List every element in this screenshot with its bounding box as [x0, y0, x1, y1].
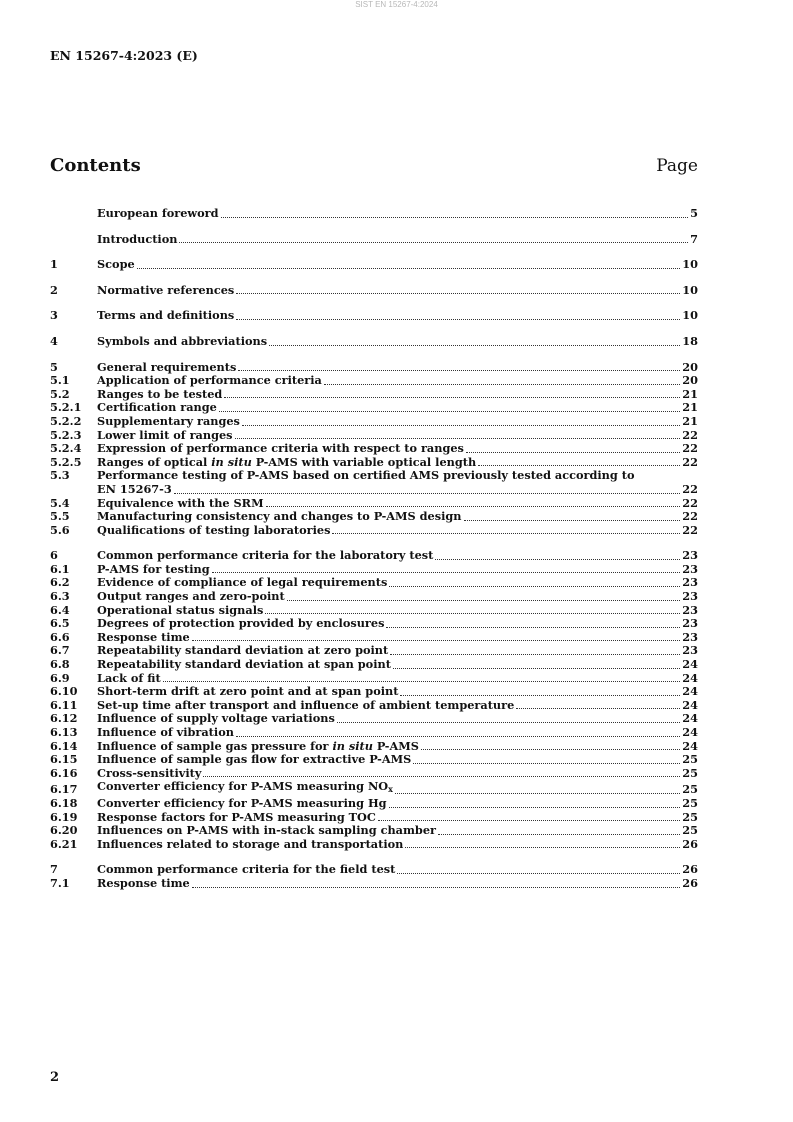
toc-entry[interactable] — [50, 483, 698, 497]
toc-entry[interactable] — [50, 811, 698, 825]
toc-entry[interactable] — [50, 497, 698, 511]
toc-leader-dots — [395, 793, 680, 794]
toc-entry-title: Expression of performance criteria with respect to ranges — [97, 441, 464, 456]
toc-entry-number: 6.14 — [50, 738, 78, 753]
toc-leader-dots — [516, 708, 680, 709]
toc-entry-page: 23 — [682, 548, 698, 563]
toc-entry-title: Equivalence with the SRM — [97, 495, 264, 510]
toc-entry[interactable] — [50, 824, 698, 838]
toc-entry-title: Supplementary ranges — [97, 413, 240, 428]
toc-entry-title: Influence of supply voltage variations — [97, 711, 335, 726]
toc-entry[interactable] — [50, 284, 698, 298]
toc-leader-dots — [405, 847, 680, 848]
toc-entry[interactable] — [50, 740, 698, 754]
toc-entry-number: 5.6 — [50, 522, 70, 537]
toc-leader-dots — [386, 627, 680, 628]
toc-entry-page: 10 — [682, 308, 698, 323]
toc-leader-dots — [242, 425, 680, 426]
toc-entry-title: Response time — [97, 875, 190, 890]
toc-entry[interactable] — [50, 233, 698, 247]
toc-leader-dots — [224, 397, 680, 398]
toc-entry-line — [50, 469, 698, 483]
toc-entry-page: 22 — [682, 522, 698, 537]
toc-entry[interactable] — [50, 576, 698, 590]
toc-entry-number: 7.1 — [50, 875, 70, 890]
toc-entry-title: Converter efficiency for P-AMS measuring Hg — [97, 795, 387, 810]
toc-entry-number: 7 — [50, 862, 58, 877]
toc-entry-number: 5.2.1 — [50, 400, 82, 415]
toc-leader-dots — [236, 319, 680, 320]
toc-entry-number: 6.3 — [50, 589, 70, 604]
toc-entry[interactable] — [50, 797, 698, 811]
toc-entry-number: 6.19 — [50, 809, 78, 824]
toc-entry[interactable] — [50, 838, 698, 852]
toc-entry[interactable] — [50, 699, 698, 713]
toc-leader-dots — [265, 613, 680, 614]
toc-entry-number: 5.2.5 — [50, 454, 82, 469]
toc-entry-title: Influences related to storage and transportation — [97, 836, 404, 851]
toc-entry[interactable] — [50, 780, 698, 797]
toc-entry-title: Converter efficiency for P-AMS measuring $NO_x$ — [97, 779, 393, 795]
toc-entry-title: Output ranges and zero-point — [97, 589, 285, 604]
toc-entry-number: 6.21 — [50, 836, 78, 851]
toc-entry[interactable] — [50, 258, 698, 272]
toc-entry-page: 20 — [682, 373, 698, 388]
table-of-contents — [50, 207, 698, 891]
toc-entry-number: 6.10 — [50, 684, 78, 699]
toc-leader-dots — [378, 820, 680, 821]
toc-entry-number: 6.5 — [50, 616, 70, 631]
toc-leader-dots — [235, 438, 681, 439]
toc-entry-title: Repeatability standard deviation at zero point — [97, 643, 389, 658]
toc-entry-number: 5.4 — [50, 495, 70, 510]
toc-entry-number: 6.11 — [50, 697, 78, 712]
toc-entry-number: 5.2.3 — [50, 427, 82, 442]
toc-entry-page: 24 — [682, 725, 698, 739]
toc-entry-number: 5.1 — [50, 373, 70, 388]
toc-entry-number: 6.4 — [50, 602, 70, 617]
toc-leader-dots — [236, 293, 680, 294]
toc-leader-dots — [466, 452, 680, 453]
toc-entry-title: Degrees of protection provided by enclosures — [97, 616, 385, 631]
toc-entry-title: Influence of sample gas pressure for in situ P-AMS — [97, 738, 419, 753]
toc-entry-page: 22 — [682, 495, 698, 510]
toc-entry-number: 6.8 — [50, 657, 70, 672]
toc-entry-title: Ranges of optical in situ P-AMS with variable optical length — [97, 454, 477, 469]
toc-leader-dots — [478, 465, 680, 466]
toc-entry-number: 2 — [50, 282, 58, 297]
toc-leader-dots — [266, 506, 681, 507]
toc-entry[interactable] — [50, 590, 698, 604]
toc-entry[interactable] — [50, 401, 698, 415]
toc-entry-page: 24 — [682, 711, 698, 726]
toc-entry[interactable] — [50, 374, 698, 388]
toc-entry-number: 6.2 — [50, 575, 70, 590]
toc-entry-page: 25 — [682, 795, 698, 810]
toc-entry-title: Qualifications of testing laboratories — [97, 522, 331, 537]
toc-entry-page: 7 — [690, 231, 698, 246]
toc-entry[interactable] — [50, 510, 698, 524]
toc-entry-title: Influence of vibration — [97, 725, 234, 739]
toc-entry-number: 5.2.2 — [50, 413, 82, 428]
toc-entry-title: Response time — [97, 629, 190, 644]
toc-entry-title: Terms and definitions — [97, 308, 235, 323]
toc-entry-page: 20 — [682, 359, 698, 374]
watermark: SIST EN 15267-4:2024 — [355, 0, 438, 9]
toc-entry-title: Performance testing of P-AMS based on certified AMS previously tested according to — [97, 468, 635, 483]
toc-entry[interactable] — [50, 207, 698, 221]
toc-entry-title: Manufacturing consistency and changes to P-AMS design — [97, 509, 462, 524]
page-column-label: Page — [656, 156, 698, 176]
toc-entry-page: 21 — [682, 386, 698, 401]
toc-leader-dots — [389, 807, 681, 808]
toc-entry-number: 6.20 — [50, 823, 78, 838]
toc-entry[interactable] — [50, 726, 698, 740]
toc-entry-title: Operational status signals — [97, 602, 264, 617]
toc-entry[interactable] — [50, 388, 698, 402]
toc-entry[interactable] — [50, 685, 698, 699]
toc-entry-page: 26 — [682, 862, 698, 877]
toc-entry[interactable] — [50, 456, 698, 470]
toc-entry-number: 5.2.4 — [50, 441, 82, 456]
toc-leader-dots — [393, 668, 680, 669]
toc-entry[interactable] — [50, 672, 698, 686]
toc-entry-number: 6.15 — [50, 752, 78, 767]
toc-entry-title: Introduction — [97, 231, 178, 246]
toc-entry[interactable] — [50, 617, 698, 631]
toc-leader-dots — [203, 776, 680, 777]
toc-leader-dots — [236, 736, 680, 737]
toc-entry-page: 22 — [682, 427, 698, 442]
toc-entry-page: 26 — [682, 875, 698, 890]
toc-entry-title: Ranges to be tested — [97, 386, 223, 401]
toc-entry-title: Common performance criteria for the laboratory test — [97, 548, 434, 563]
toc-entry-number: 6.1 — [50, 561, 70, 576]
toc-entry-page: 25 — [682, 765, 698, 780]
toc-entry[interactable] — [50, 604, 698, 618]
toc-leader-dots — [287, 600, 681, 601]
toc-entry-title: Response factors for P-AMS measuring TOC — [97, 809, 376, 824]
toc-entry-page: 23 — [682, 629, 698, 644]
toc-leader-dots — [438, 834, 680, 835]
toc-entry-title: Common performance criteria for the field test — [97, 862, 396, 877]
toc-leader-dots — [421, 749, 680, 750]
toc-entry-number: 6.13 — [50, 725, 78, 739]
toc-entry[interactable] — [50, 335, 698, 349]
toc-entry-title: Short-term drift at zero point and at span point — [97, 684, 399, 699]
toc-entry-number: 3 — [50, 308, 58, 323]
toc-entry[interactable] — [50, 415, 698, 429]
document-id: EN 15267-4:2023 (E) — [50, 48, 198, 63]
toc-entry-title: Scope — [97, 257, 135, 272]
toc-entry-number: 6.7 — [50, 643, 70, 658]
toc-entry-page: 10 — [682, 257, 698, 272]
contents-heading: Contents — [50, 155, 141, 176]
toc-leader-dots — [174, 493, 681, 494]
toc-entry[interactable] — [50, 429, 698, 443]
toc-leader-dots — [238, 370, 680, 371]
toc-entry-page: 25 — [682, 823, 698, 838]
toc-entry-title: General requirements — [97, 359, 237, 374]
toc-leader-dots — [435, 559, 680, 560]
toc-entry-title: Repeatability standard deviation at span point — [97, 657, 391, 672]
toc-leader-dots — [192, 640, 681, 641]
toc-leader-dots — [212, 572, 681, 573]
toc-entry[interactable] — [50, 658, 698, 672]
toc-leader-dots — [137, 268, 681, 269]
toc-entry-title: Symbols and abbreviations — [97, 333, 268, 348]
toc-entry-title: Normative references — [97, 282, 235, 297]
toc-leader-dots — [337, 722, 680, 723]
toc-leader-dots — [400, 695, 680, 696]
toc-leader-dots — [192, 887, 681, 888]
toc-leader-dots — [332, 533, 680, 534]
toc-entry[interactable] — [50, 863, 698, 877]
toc-entry-page: 18 — [682, 333, 698, 348]
toc-entry-number: 6.17 — [50, 782, 78, 797]
toc-entry[interactable] — [50, 712, 698, 726]
toc-entry-title: Lack of fit — [97, 670, 161, 685]
toc-entry-number: 5.2 — [50, 386, 70, 401]
toc-entry-page: 21 — [682, 400, 698, 415]
toc-entry-page: 24 — [682, 684, 698, 699]
toc-entry[interactable] — [50, 563, 698, 577]
toc-entry[interactable] — [50, 767, 698, 781]
toc-leader-dots — [163, 681, 681, 682]
toc-entry-number: 6.9 — [50, 670, 70, 685]
toc-leader-dots — [179, 242, 688, 243]
toc-entry-page: 24 — [682, 697, 698, 712]
toc-leader-dots — [464, 520, 681, 521]
toc-entry-title: Certification range — [97, 400, 217, 415]
toc-entry[interactable] — [50, 753, 698, 767]
toc-entry-number: 5.5 — [50, 509, 70, 524]
toc-entry[interactable] — [50, 361, 698, 375]
toc-entry-page: 24 — [682, 670, 698, 685]
toc-entry[interactable] — [50, 309, 698, 323]
toc-entry-page: 5 — [690, 206, 698, 220]
toc-entry-title: European foreword — [97, 206, 219, 220]
toc-entry-title: Influences on P-AMS with in-stack sampling chamber — [97, 823, 436, 838]
toc-entry[interactable] — [50, 877, 698, 891]
toc-entry-number: 5 — [50, 359, 58, 374]
toc-leader-dots — [397, 873, 680, 874]
toc-entry[interactable] — [50, 644, 698, 658]
toc-entry-page: 25 — [682, 752, 698, 767]
toc-entry-number: 6.6 — [50, 629, 70, 644]
toc-entry-number: 6.18 — [50, 795, 78, 810]
toc-entry-page: 23 — [682, 616, 698, 631]
toc-entry-page: 10 — [682, 282, 698, 297]
toc-entry-page: 23 — [682, 589, 698, 604]
toc-leader-dots — [324, 384, 680, 385]
toc-entry[interactable] — [50, 442, 698, 456]
toc-entry-page: 24 — [682, 657, 698, 672]
toc-entry-page: 26 — [682, 836, 698, 851]
toc-leader-dots — [413, 763, 680, 764]
toc-entry-number: 6.12 — [50, 711, 78, 726]
toc-leader-dots — [269, 345, 680, 346]
page-number: 2 — [50, 1070, 60, 1085]
toc-entry-title: P-AMS for testing — [97, 561, 210, 576]
toc-leader-dots — [390, 654, 680, 655]
toc-entry-page: 23 — [682, 643, 698, 658]
toc-entry-page: 22 — [682, 481, 698, 496]
toc-leader-dots — [219, 411, 680, 412]
toc-entry-title: EN 15267-3 — [97, 481, 172, 496]
toc-entry-page: 22 — [682, 454, 698, 469]
toc-entry-number: 4 — [50, 333, 58, 348]
toc-entry-page: 23 — [682, 602, 698, 617]
toc-entry-title: Cross-sensitivity — [97, 765, 202, 780]
toc-entry-title: Set-up time after transport and influence of ambient temperature — [97, 697, 515, 712]
toc-entry-title: Influence of sample gas flow for extractive P-AMS — [97, 752, 412, 767]
toc-entry-page: 25 — [682, 809, 698, 824]
toc-leader-dots — [389, 586, 680, 587]
toc-entry-number: 6.16 — [50, 765, 78, 780]
toc-entry-page: 22 — [682, 509, 698, 524]
toc-entry[interactable] — [50, 524, 698, 538]
toc-entry-page: 23 — [682, 561, 698, 576]
toc-leader-dots — [221, 217, 689, 218]
toc-entry-page: 21 — [682, 413, 698, 428]
toc-entry-title: Application of performance criteria — [97, 373, 322, 388]
toc-entry-number: 1 — [50, 257, 58, 272]
toc-entry-title: Lower limit of ranges — [97, 427, 233, 442]
toc-entry-number: 5.3 — [50, 468, 70, 483]
toc-entry-title: Evidence of compliance of legal requirements — [97, 575, 388, 590]
toc-entry-number: 6 — [50, 548, 58, 563]
toc-entry[interactable] — [50, 549, 698, 563]
toc-entry-page: 24 — [682, 738, 698, 753]
toc-entry[interactable] — [50, 631, 698, 645]
toc-entry-page: 25 — [682, 782, 698, 797]
toc-entry-page: 22 — [682, 441, 698, 456]
toc-entry-page: 23 — [682, 575, 698, 590]
